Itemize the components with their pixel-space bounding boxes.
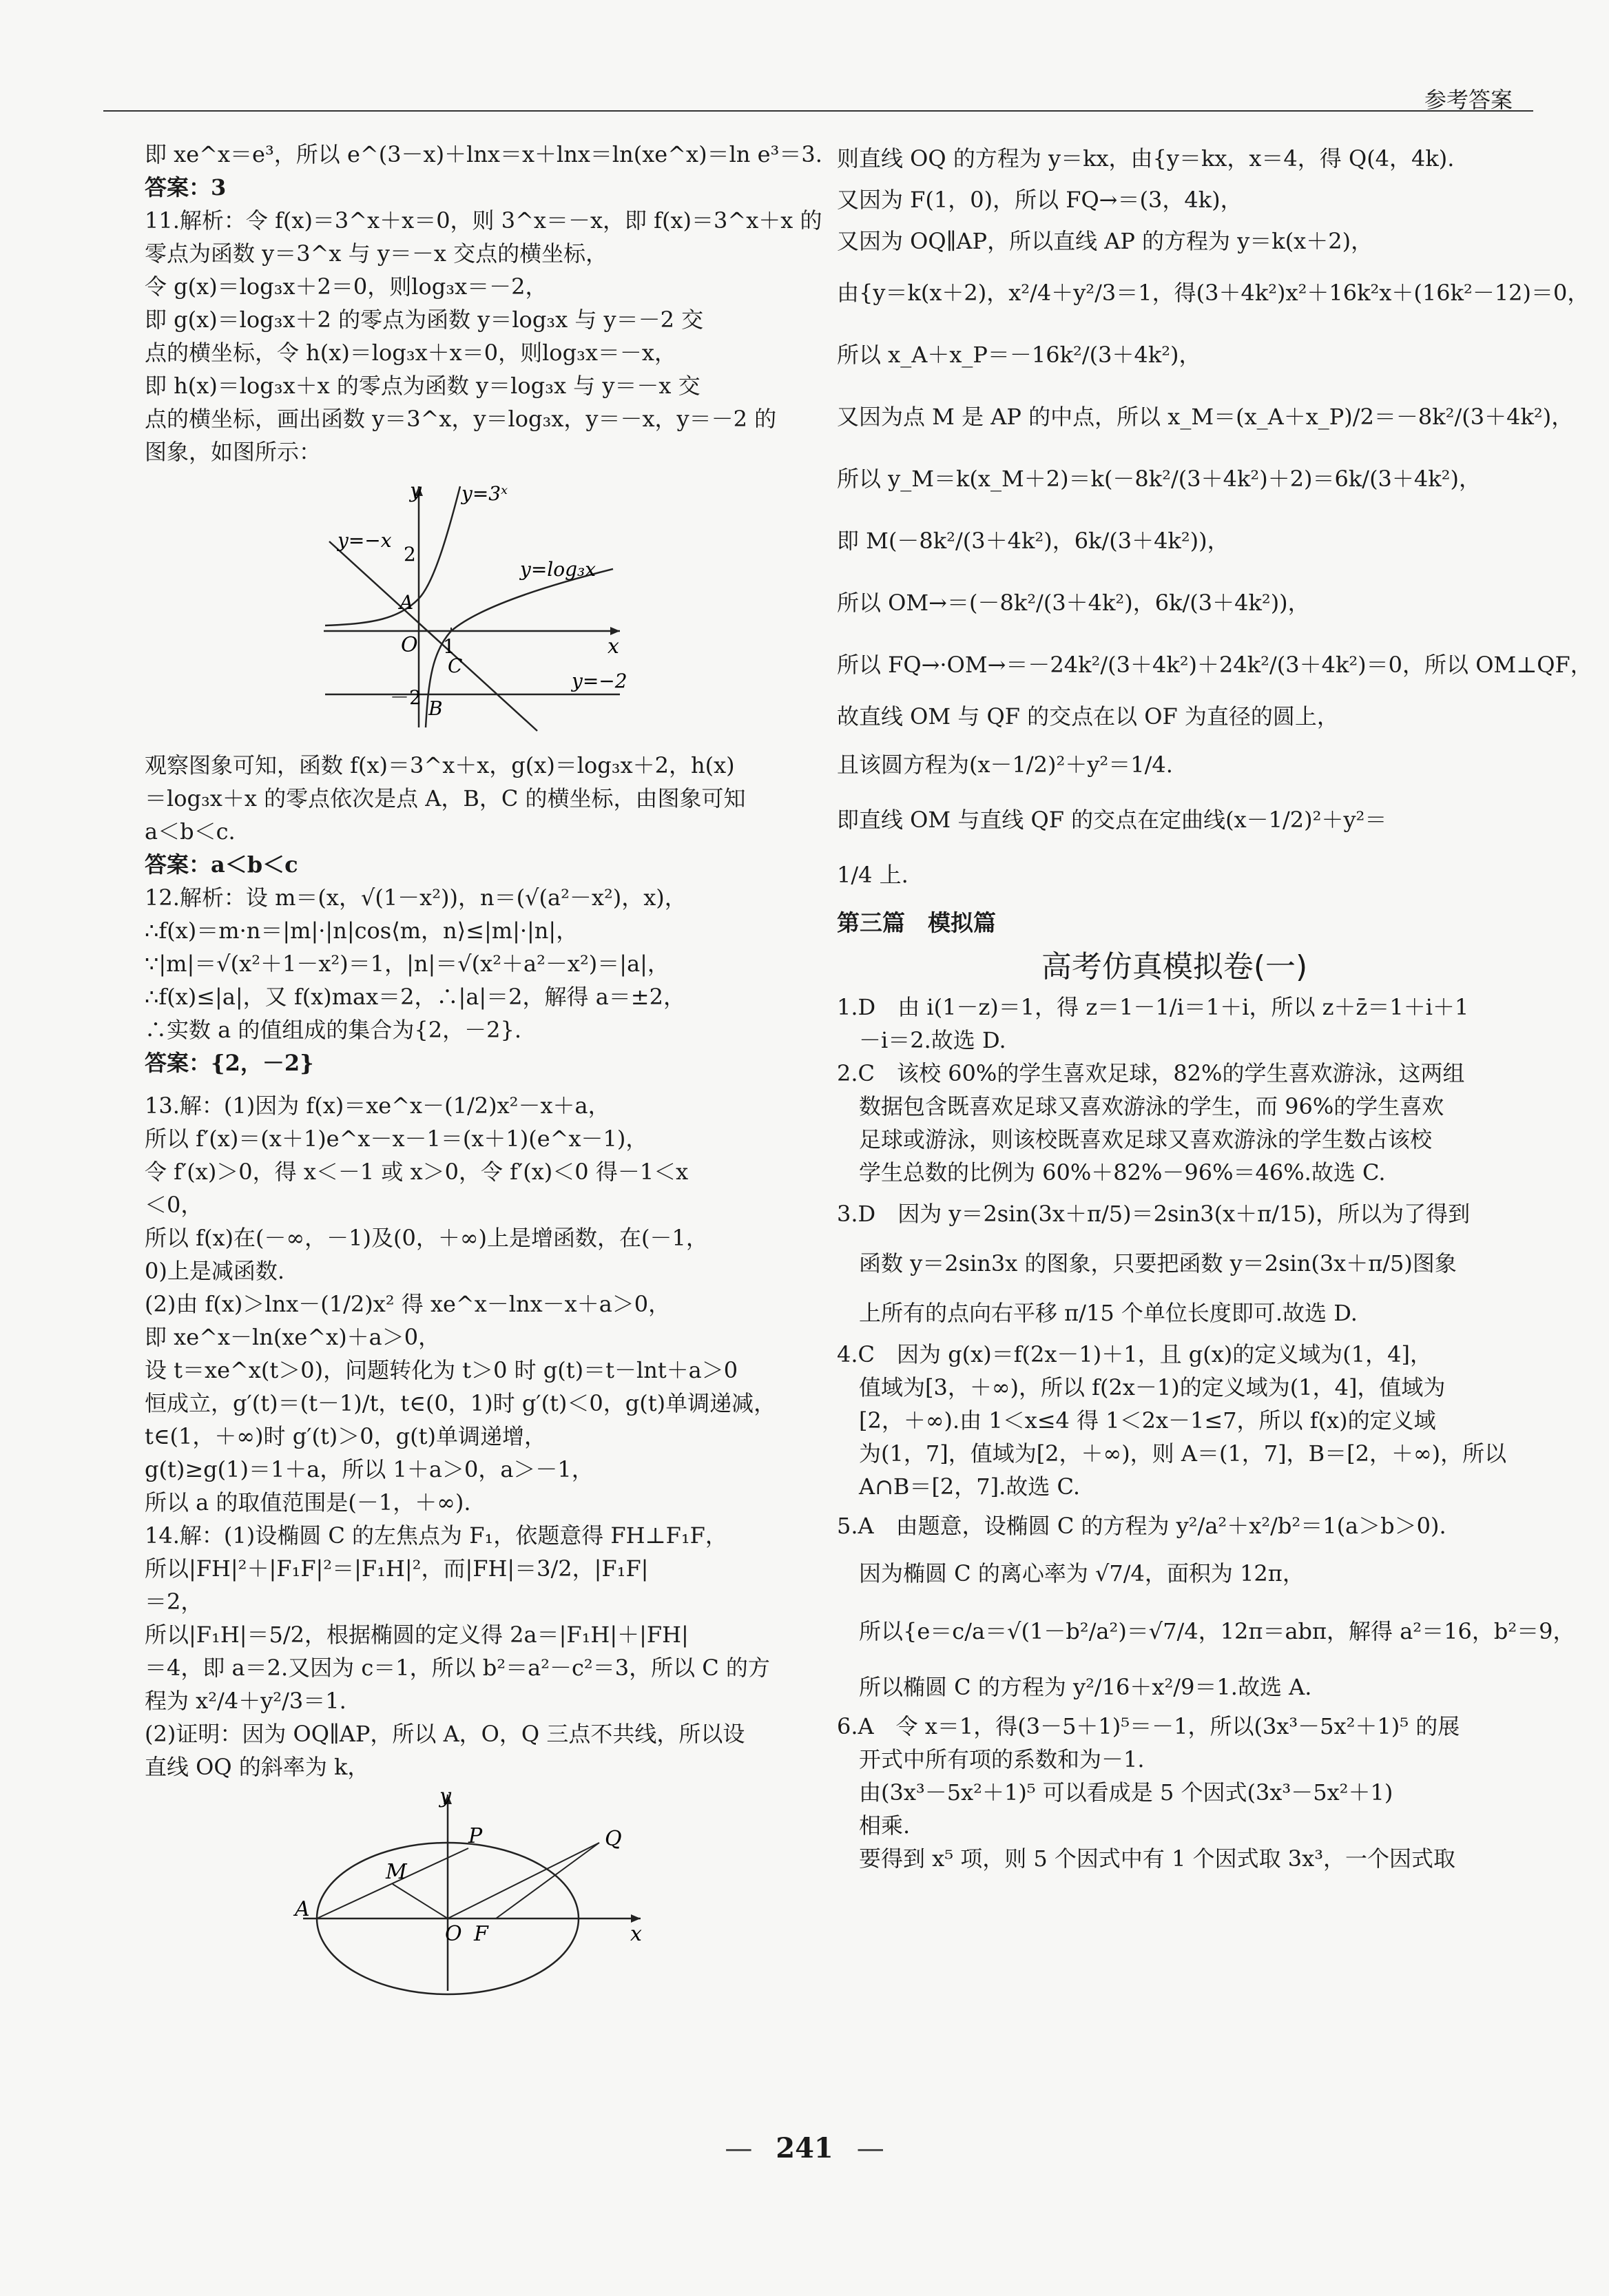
problem-14 — [145, 1519, 799, 1783]
problem-14-continued — [837, 138, 1592, 902]
text-line: 且该圆方程为(x－1/2)²＋y²＝1/4. — [837, 752, 1173, 778]
text-line: 图象，如图所示： — [145, 439, 322, 465]
text-line: 1/4 上. — [837, 862, 909, 888]
text-line: 12.解析：设 m＝(x，√(1－x²))，n＝(√(a²－x²)，x)， — [145, 885, 687, 911]
text-line: 所以|F₁H|＝5/2，根据椭圆的定义得 2a＝|F₁H|＋|FH| — [145, 1622, 689, 1648]
text-line: 又因为 F(1，0)，所以 FQ→＝(3，4k)， — [837, 187, 1243, 213]
point-f-label: F — [474, 1922, 488, 1946]
answer-item: 值域为[3，＋∞)，所以 f(2x－1)的定义域为(1，4]，值域为 — [837, 1374, 1446, 1400]
text-line: 由{y＝k(x＋2)，x²/4＋y²/3＝1，得(3＋4k²)x²＋16k²x＋(16k²－12)＝0， — [837, 280, 1590, 306]
point-a-label: A — [295, 1897, 310, 1921]
answer-item: 要得到 x⁵ 项，则 5 个因式中有 1 个因式取 3x³，一个因式取 — [837, 1845, 1456, 1872]
text-line: 即 xe^x＝e³，所以 e^(3－x)＋lnx＝x＋lnx＝ln(xe^x)＝ln e³＝3. — [145, 141, 822, 167]
answer-item: 所以{e＝c/a＝√(1－b²/a²)＝√7/4，12π＝abπ，解得 a²＝16，b²＝9， — [837, 1618, 1575, 1644]
point-c-label: C — [448, 654, 463, 677]
y-axis-label: y — [439, 1784, 451, 1808]
line-om — [393, 1884, 448, 1918]
text-line: 即直线 OM 与直线 QF 的交点在定曲线(x－1/2)²＋y²＝ — [837, 807, 1387, 833]
answer-item: 数据包含既喜欢足球又喜欢游泳的学生，而 96%的学生喜欢 — [837, 1093, 1444, 1119]
answer-list — [837, 991, 1575, 1875]
page-dash-right: — — [856, 2133, 884, 2164]
point-p-label: P — [468, 1824, 483, 1848]
text-line: 即 M(－8k²/(3＋4k²)，6k/(3＋4k²))， — [837, 528, 1229, 554]
answer-item: 函数 y＝2sin3x 的图象，只要把函数 y＝2sin(3x＋π/5)图象 — [837, 1250, 1457, 1276]
text-line: 11.解析：令 f(x)＝3^x＋x＝0，则 3^x＝－x，即 f(x)＝3^x＋x 的 — [145, 207, 822, 234]
tick-two-label: 2 — [404, 543, 416, 566]
text-line: g(t)≥g(1)＝1＋a，所以 1＋a＞0，a＞－1， — [145, 1456, 594, 1482]
text-line: ∴f(x)＝m·n＝|m|·|n|cos⟨m，n⟩≤|m|·|n|， — [145, 918, 579, 944]
answer-item: [2，＋∞).由 1＜x≤4 得 1＜2x－1≤7，所以 f(x)的定义域 — [837, 1407, 1436, 1434]
page-dash-left: — — [725, 2133, 753, 2164]
block-1 — [145, 138, 822, 204]
text-line: ＝log₃x＋x 的零点依次是点 A，B，C 的横坐标，由图象可知 — [145, 785, 746, 811]
point-q-label: Q — [605, 1827, 622, 1851]
text-line: 故直线 OM 与 QF 的交点在以 OF 为直径的圆上， — [837, 703, 1339, 730]
text-line: 又因为点 M 是 AP 的中点，所以 x_M＝(x_A＋x_P)/2＝－8k²/(3＋4k²)， — [837, 404, 1574, 430]
text-line: 程为 x²/4＋y²/3＝1. — [145, 1688, 346, 1714]
line-fq — [496, 1843, 599, 1918]
neg-x-line-label: y=−x — [338, 529, 392, 552]
right-column — [837, 138, 1592, 1875]
tick-one-label: 1 — [443, 635, 455, 658]
text-line: 恒成立，g′(t)＝(t－1)/t，t∈(0，1)时 g′(t)＜0，g(t)单调递减， — [145, 1390, 776, 1416]
answer-line: 答案：{2，－2} — [145, 1050, 314, 1076]
exam-title: 高考仿真模拟卷(一) — [1041, 949, 1308, 984]
point-m-label: M — [386, 1860, 407, 1884]
text-line: 又因为 OQ∥AP，所以直线 AP 的方程为 y＝k(x＋2)， — [837, 228, 1373, 254]
text-line: 所以|FH|²＋|F₁F|²＝|F₁H|²，而|FH|＝3/2，|F₁F| — [145, 1555, 649, 1582]
x-axis-label: x — [630, 1922, 642, 1946]
text-line: 13.解：(1)因为 f(x)＝xe^x－(1/2)x²－x＋a， — [145, 1093, 610, 1119]
origin-label: O — [401, 633, 418, 657]
answer-item: 足球或游泳，则该校既喜欢足球又喜欢游泳的学生数占该校 — [837, 1126, 1433, 1152]
text-line: 直线 OQ 的斜率为 k， — [145, 1754, 370, 1780]
answer-item: 所以椭圆 C 的方程为 y²/16＋x²/9＝1.故选 A. — [837, 1674, 1312, 1700]
answer-item: 学生总数的比例为 60%＋82%－96%＝46%.故选 C. — [837, 1159, 1386, 1186]
answer-line: 答案：3 — [145, 174, 227, 200]
text-line: 所以 f′(x)＝(x＋1)e^x－x－1＝(x＋1)(e^x－1)， — [145, 1126, 648, 1152]
function-graph-figure — [145, 473, 799, 743]
text-line: ＝2， — [145, 1589, 203, 1615]
section-heading: 第三篇 模拟篇 — [837, 909, 996, 936]
problem-11 — [145, 204, 822, 468]
page-number-footer — [0, 2132, 1609, 2164]
answer-item: 5.A 由题意，设椭圆 C 的方程为 y²/a²＋x²/b²＝1(a＞b＞0). — [837, 1513, 1446, 1539]
x-axis-label: x — [608, 634, 619, 659]
page-number: 241 — [776, 2132, 833, 2164]
answer-item: 相乘. — [837, 1812, 911, 1839]
exp-curve-label: y=3ˣ — [461, 482, 508, 505]
text-line: 即 h(x)＝log₃x＋x 的零点为函数 y＝log₃x 与 y＝－x 交 — [145, 373, 700, 399]
answer-item: 6.A 令 x＝1，得(3－5＋1)⁵＝－1，所以(3x³－5x²＋1)⁵ 的展 — [837, 1713, 1460, 1739]
text-line: 即 g(x)＝log₃x＋2 的零点为函数 y＝log₃x 与 y＝－2 交 — [145, 307, 704, 333]
header-rule — [103, 110, 1533, 112]
log-curve-label: y=log₃x — [520, 558, 596, 581]
text-line: 零点为函数 y＝3^x 与 y＝－x 交点的横坐标， — [145, 240, 608, 267]
text-line: 所以 x_A＋x_P＝－16k²/(3＋4k²)， — [837, 342, 1201, 368]
problem-11-conclusion — [145, 749, 799, 881]
text-line: ∴实数 a 的值组成的集合为{2，－2}. — [145, 1017, 522, 1043]
origin-label: O — [445, 1922, 462, 1946]
answer-item: 1.D 由 i(1－z)＝1，得 z＝1－1/i＝1＋i，所以 z＋z̄＝1＋i＋1 — [837, 994, 1469, 1020]
text-line: t∈(1，＋∞)时 g′(t)＞0，g(t)单调递增， — [145, 1423, 546, 1449]
text-line: ∴f(x)≤|a|，又 f(x)max＝2，∴|a|＝2，解得 a＝±2， — [145, 984, 685, 1010]
minus-two-line-label: y=−2 — [572, 670, 627, 692]
ellipse-diagram — [145, 1784, 799, 1994]
answer-item: 为(1，7]，值域为[2，＋∞)，则 A＝(1，7]，B＝[2，＋∞)，所以 — [837, 1440, 1507, 1467]
text-line: 所以 a 的取值范围是(－1，＋∞). — [145, 1489, 471, 1516]
text-line: ∵|m|＝√(x²＋1－x²)＝1，|n|＝√(x²＋a²－x²)＝|a|， — [145, 951, 669, 977]
answer-item: 4.C 因为 g(x)＝f(2x－1)＋1，且 g(x)的定义域为(1，4]， — [837, 1341, 1432, 1367]
answer-line: 答案：a＜b＜c — [145, 851, 298, 878]
text-line: 令 g(x)＝log₃x＋2＝0，则log₃x＝－2， — [145, 273, 548, 300]
text-line: (2)由 f(x)＞lnx－(1/2)x² 得 xe^x－lnx－x＋a＞0， — [145, 1291, 671, 1317]
text-line: 0)上是减函数. — [145, 1258, 285, 1284]
text-line: 即 xe^x－ln(xe^x)＋a＞0， — [145, 1324, 441, 1350]
text-line: 14.解：(1)设椭圆 C 的左焦点为 F₁，依题意得 FH⊥F₁F， — [145, 1522, 727, 1549]
answer-item: 开式中所有项的系数和为－1. — [837, 1746, 1145, 1772]
header-title: 参考答案 — [1424, 87, 1513, 113]
text-line: 所以 FQ→·OM→＝－24k²/(3＋4k²)＋24k²/(3＋4k²)＝0，所以 OM⊥QF， — [837, 652, 1592, 678]
text-line: 设 t＝xe^x(t＞0)，问题转化为 t＞0 时 g(t)＝t－lnt＋a＞0 — [145, 1357, 738, 1383]
answer-item: 3.D 因为 y＝2sin(3x＋π/5)＝2sin3(x＋π/15)，所以为了得到 — [837, 1201, 1471, 1227]
left-column — [145, 138, 822, 2009]
text-line: 点的横坐标，令 h(x)＝log₃x＋x＝0，则log₃x＝－x， — [145, 340, 676, 366]
text-line: 则直线 OQ 的方程为 y＝kx，由{y＝kx，x＝4，得 Q(4，4k). — [837, 145, 1455, 172]
answer-item: A∩B＝[2，7].故选 C. — [837, 1473, 1080, 1500]
answer-item: 上所有的点向右平移 π/15 个单位长度即可.故选 D. — [837, 1300, 1358, 1326]
problem-12 — [145, 881, 799, 1079]
y-axis-label: y — [410, 479, 422, 503]
text-line: 所以 OM→＝(－8k²/(3＋4k²)，6k/(3＋4k²))， — [837, 590, 1310, 616]
text-line: (2)证明：因为 OQ∥AP，所以 A，O，Q 三点不共线，所以设 — [145, 1721, 745, 1747]
text-line: 所以 f(x)在(－∞，－1)及(0，＋∞)上是增函数，在(－1， — [145, 1225, 708, 1251]
point-b-label: B — [428, 697, 443, 720]
text-line: 令 f′(x)＞0，得 x＜－1 或 x＞0，令 f′(x)＜0 得－1＜x — [145, 1159, 689, 1185]
tick-minus-two-label: －2 — [390, 686, 422, 709]
problem-13 — [145, 1089, 799, 1519]
point-a-label: A — [399, 591, 414, 614]
text-line: ＜0， — [145, 1192, 203, 1218]
answer-item: 因为椭圆 C 的离心率为 √7/4，面积为 12π， — [837, 1560, 1305, 1586]
text-line: ＝4，即 a＝2.又因为 c＝1，所以 b²＝a²－c²＝3，所以 C 的方 — [145, 1655, 770, 1681]
ellipse-figure — [145, 1784, 799, 2003]
function-graph — [145, 473, 799, 734]
text-line: 点的横坐标，画出函数 y＝3^x，y＝log₃x，y＝－x，y＝－2 的 — [145, 406, 777, 432]
answer-item: 2.C 该校 60%的学生喜欢足球，82%的学生喜欢游泳，这两组 — [837, 1060, 1465, 1086]
text-line: 所以 y_M＝k(x_M＋2)＝k(－8k²/(3＋4k²)＋2)＝6k/(3＋4k²)， — [837, 466, 1481, 492]
answer-item: 由(3x³－5x²＋1)⁵ 可以看成是 5 个因式(3x³－5x²＋1) — [837, 1779, 1393, 1806]
text-line: 观察图象可知，函数 f(x)＝3^x＋x，g(x)＝log₃x＋2，h(x) — [145, 752, 735, 778]
text-line: a＜b＜c. — [145, 818, 236, 845]
answer-item: －i＝2.故选 D. — [837, 1027, 1006, 1053]
